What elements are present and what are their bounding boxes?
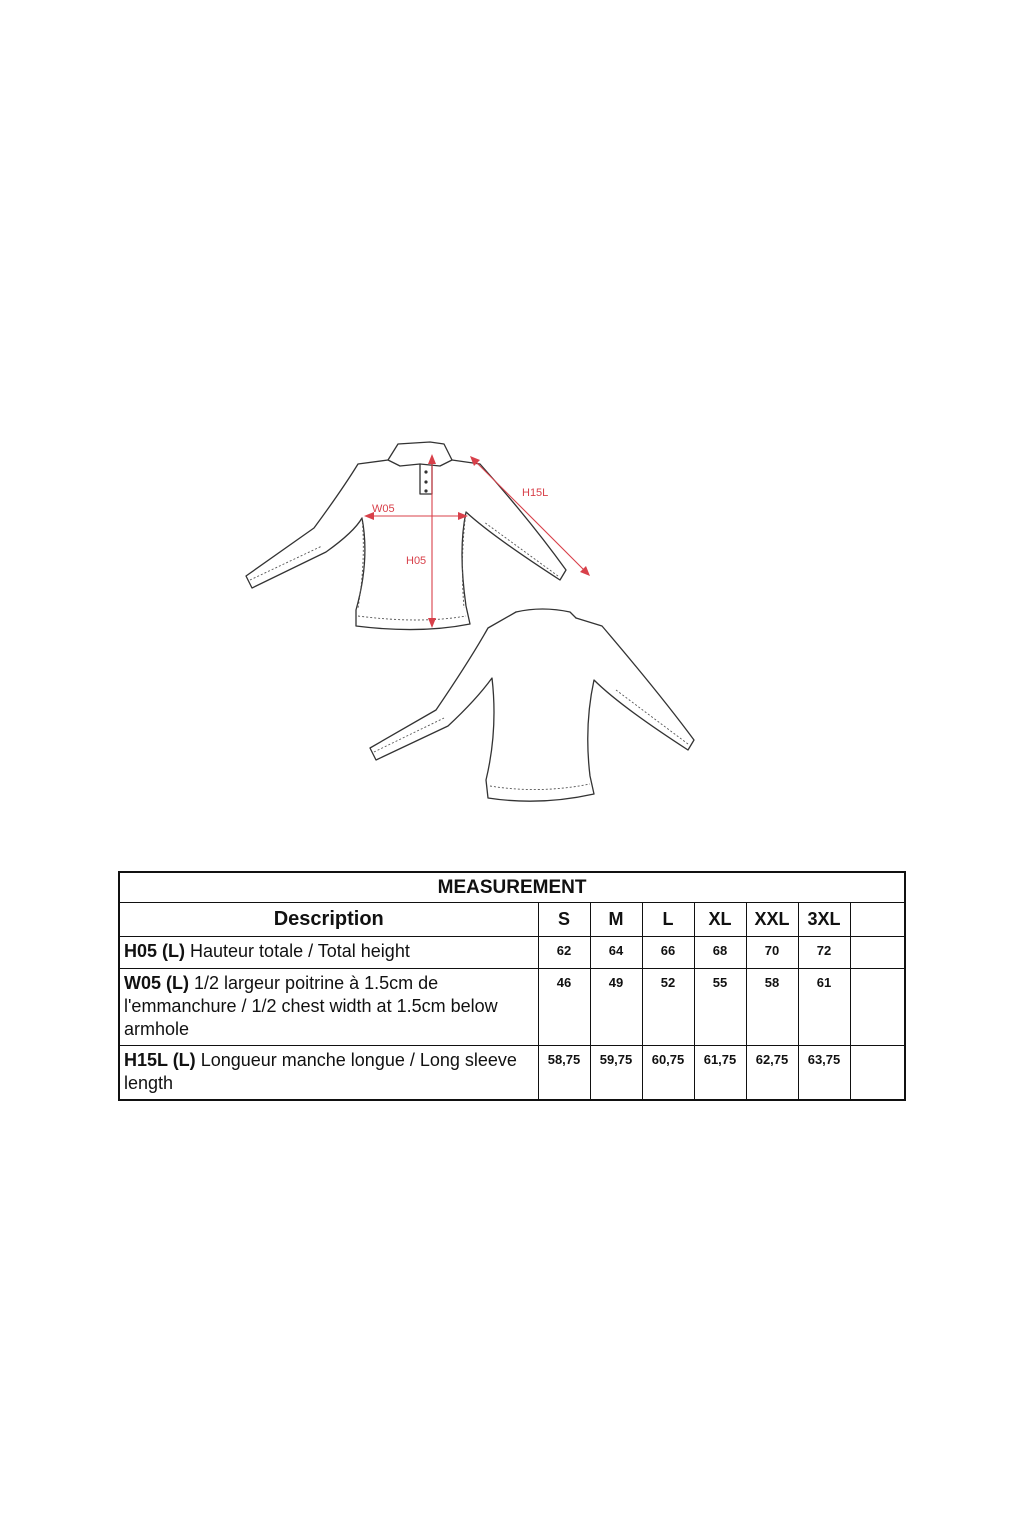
label-w05: W05 [372, 503, 395, 515]
back-view-sketch [370, 609, 694, 801]
table-cell: 62 [538, 937, 590, 969]
garment-technical-drawing [230, 430, 730, 810]
table-cell: 59,75 [590, 1046, 642, 1101]
row-description [119, 969, 538, 1046]
size-header: XXL [746, 903, 798, 937]
size-chart [118, 871, 906, 1101]
table-cell: 61,75 [694, 1046, 746, 1101]
size-header-empty [850, 903, 905, 937]
measurement-lines [364, 454, 590, 628]
size-header: S [538, 903, 590, 937]
table-cell: 49 [590, 969, 642, 1046]
table-cell: 55 [694, 969, 746, 1046]
row-description [119, 937, 538, 969]
table-cell: 64 [590, 937, 642, 969]
table-cell: 70 [746, 937, 798, 969]
table-cell: 72 [798, 937, 850, 969]
size-header: XL [694, 903, 746, 937]
table-cell: 52 [642, 969, 694, 1046]
table-cell: 58,75 [538, 1046, 590, 1101]
front-view-sketch [246, 442, 566, 630]
table-row [119, 937, 905, 969]
row-text: Hauteur totale / Total height [185, 941, 410, 961]
label-h05: H05 [406, 555, 427, 567]
table-cell: 63,75 [798, 1046, 850, 1101]
table-row [119, 969, 905, 1046]
table-cell: 60,75 [642, 1046, 694, 1101]
label-h15l: H15L [522, 487, 549, 499]
table-cell [850, 969, 905, 1046]
table-cell: 58 [746, 969, 798, 1046]
description-header: Description [119, 903, 538, 937]
row-description [119, 1046, 538, 1101]
table-cell: 46 [538, 969, 590, 1046]
table-cell: 62,75 [746, 1046, 798, 1101]
table-cell [850, 937, 905, 969]
measurement-table [118, 871, 906, 1101]
size-header: M [590, 903, 642, 937]
size-header: 3XL [798, 903, 850, 937]
table-title: MEASUREMENT [119, 872, 905, 903]
row-code: H05 (L) [124, 941, 186, 961]
table-row [119, 1046, 905, 1101]
table-cell [850, 1046, 905, 1101]
row-code: H15L (L) [124, 1050, 196, 1070]
size-header: L [642, 903, 694, 937]
row-code: W05 (L) [124, 973, 189, 993]
row-text: Longueur manche longue / Long sleeve length [124, 1050, 517, 1093]
header-row [119, 903, 905, 937]
table-cell: 66 [642, 937, 694, 969]
table-cell: 61 [798, 969, 850, 1046]
row-text: 1/2 largeur poitrine à 1.5cm de l'emmanchure / 1/2 chest width at 1.5cm below armhole [124, 973, 498, 1039]
table-cell: 68 [694, 937, 746, 969]
